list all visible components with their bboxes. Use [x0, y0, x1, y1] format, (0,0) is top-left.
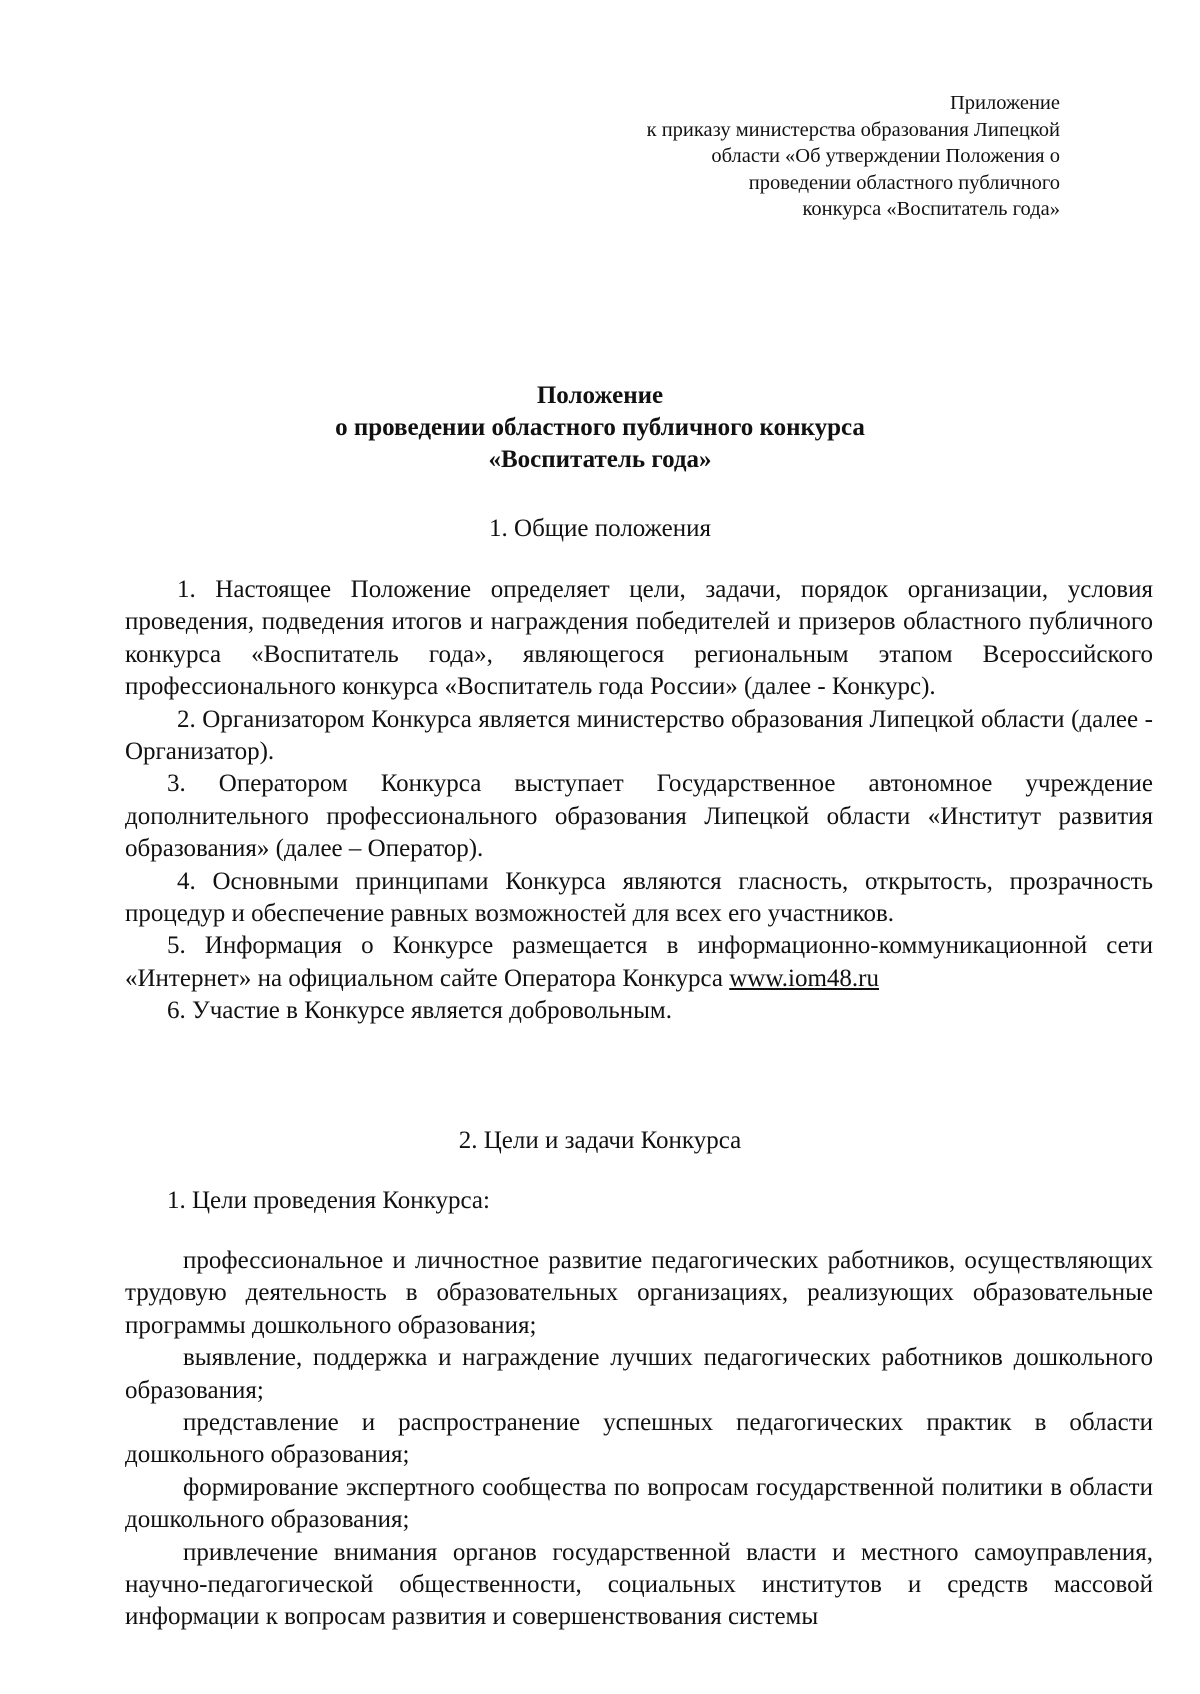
appendix-line: к приказу министерства образования Липецкой — [646, 118, 1060, 141]
title-line: о проведении областного публичного конкурса — [335, 414, 865, 441]
paragraph-item-1: 1. Настоящее Положение определяет цели, задачи, порядок организации, условия проведения, подведения итогов и награждения победителей и призеров областного публичного конкурса «Воспитатель года», являющегося региональным этапом Всероссийского профессионального конкурса «Воспитатель года России» (далее - Конкурс). — [125, 576, 1153, 701]
paragraph-item-4: 4. Основными принципами Конкурса являются гласность, открытость, прозрачность процедур и обеспечение равных возможностей для всех его участников. — [125, 867, 1153, 928]
appendix-line: области «Об утверждении Положения о — [711, 145, 1060, 167]
goal-item: формирование экспертного сообщества по вопросам государственной политики в области дошкольного образования; — [125, 1473, 1153, 1534]
operator-website-link[interactable]: www.iom48.ru — [729, 964, 880, 992]
title-line: «Воспитатель года» — [488, 446, 712, 473]
section-2-subheading-block — [125, 1185, 1153, 1217]
appendix-header — [540, 90, 1060, 223]
appendix-line: Приложение — [949, 92, 1060, 114]
section-2-goals — [125, 1245, 1153, 1634]
section-2-heading: 2. Цели и задачи Конкурса — [458, 1127, 742, 1154]
goal-item: представление и распространение успешных педагогических практик в области дошкольного образования; — [125, 1409, 1153, 1469]
title-line: Положение — [536, 382, 664, 409]
document-title — [0, 380, 1200, 476]
item-5-text: 5. Информация о Конкурсе размещается в информационно-коммуникационной сети «Интернет» на официальном сайте Оператора Конкурса — [125, 932, 1153, 992]
paragraph-item-2: 2. Организатором Конкурса является министерство образования Липецкой области (далее - Организатор). — [125, 705, 1153, 766]
paragraph-item-6: 6. Участие в Конкурсе является добровольным. — [167, 997, 673, 1025]
appendix-line: конкурса «Воспитатель года» — [802, 198, 1060, 220]
paragraph-item-3: 3. Оператором Конкурса выступает Государственное автономное учреждение дополнительного профессионального образования Липецкой области «Институт развития образования» (далее – Оператор). — [125, 770, 1153, 863]
goal-item: профессиональное и личностное развитие педагогических работников, осуществляющих трудовую деятельность в образовательных организациях, реализующих образовательные программы дошкольного образования; — [125, 1247, 1153, 1339]
goal-item: привлечение внимания органов государственной власти и местного самоуправления, научно-педагогической общественности, социальных институтов и средств массовой информации к вопросам развития и совершенствования системы — [125, 1538, 1153, 1631]
section-1-heading: 1. Общие положения — [489, 515, 711, 542]
appendix-line: проведении областного публичного — [748, 171, 1060, 194]
goal-item: выявление, поддержка и награждение лучших педагогических работников дошкольного образования; — [125, 1344, 1153, 1404]
section-1-body — [125, 574, 1153, 1028]
paragraph-item-5 — [125, 930, 1153, 995]
goals-subheading: 1. Цели проведения Конкурса: — [167, 1187, 490, 1214]
